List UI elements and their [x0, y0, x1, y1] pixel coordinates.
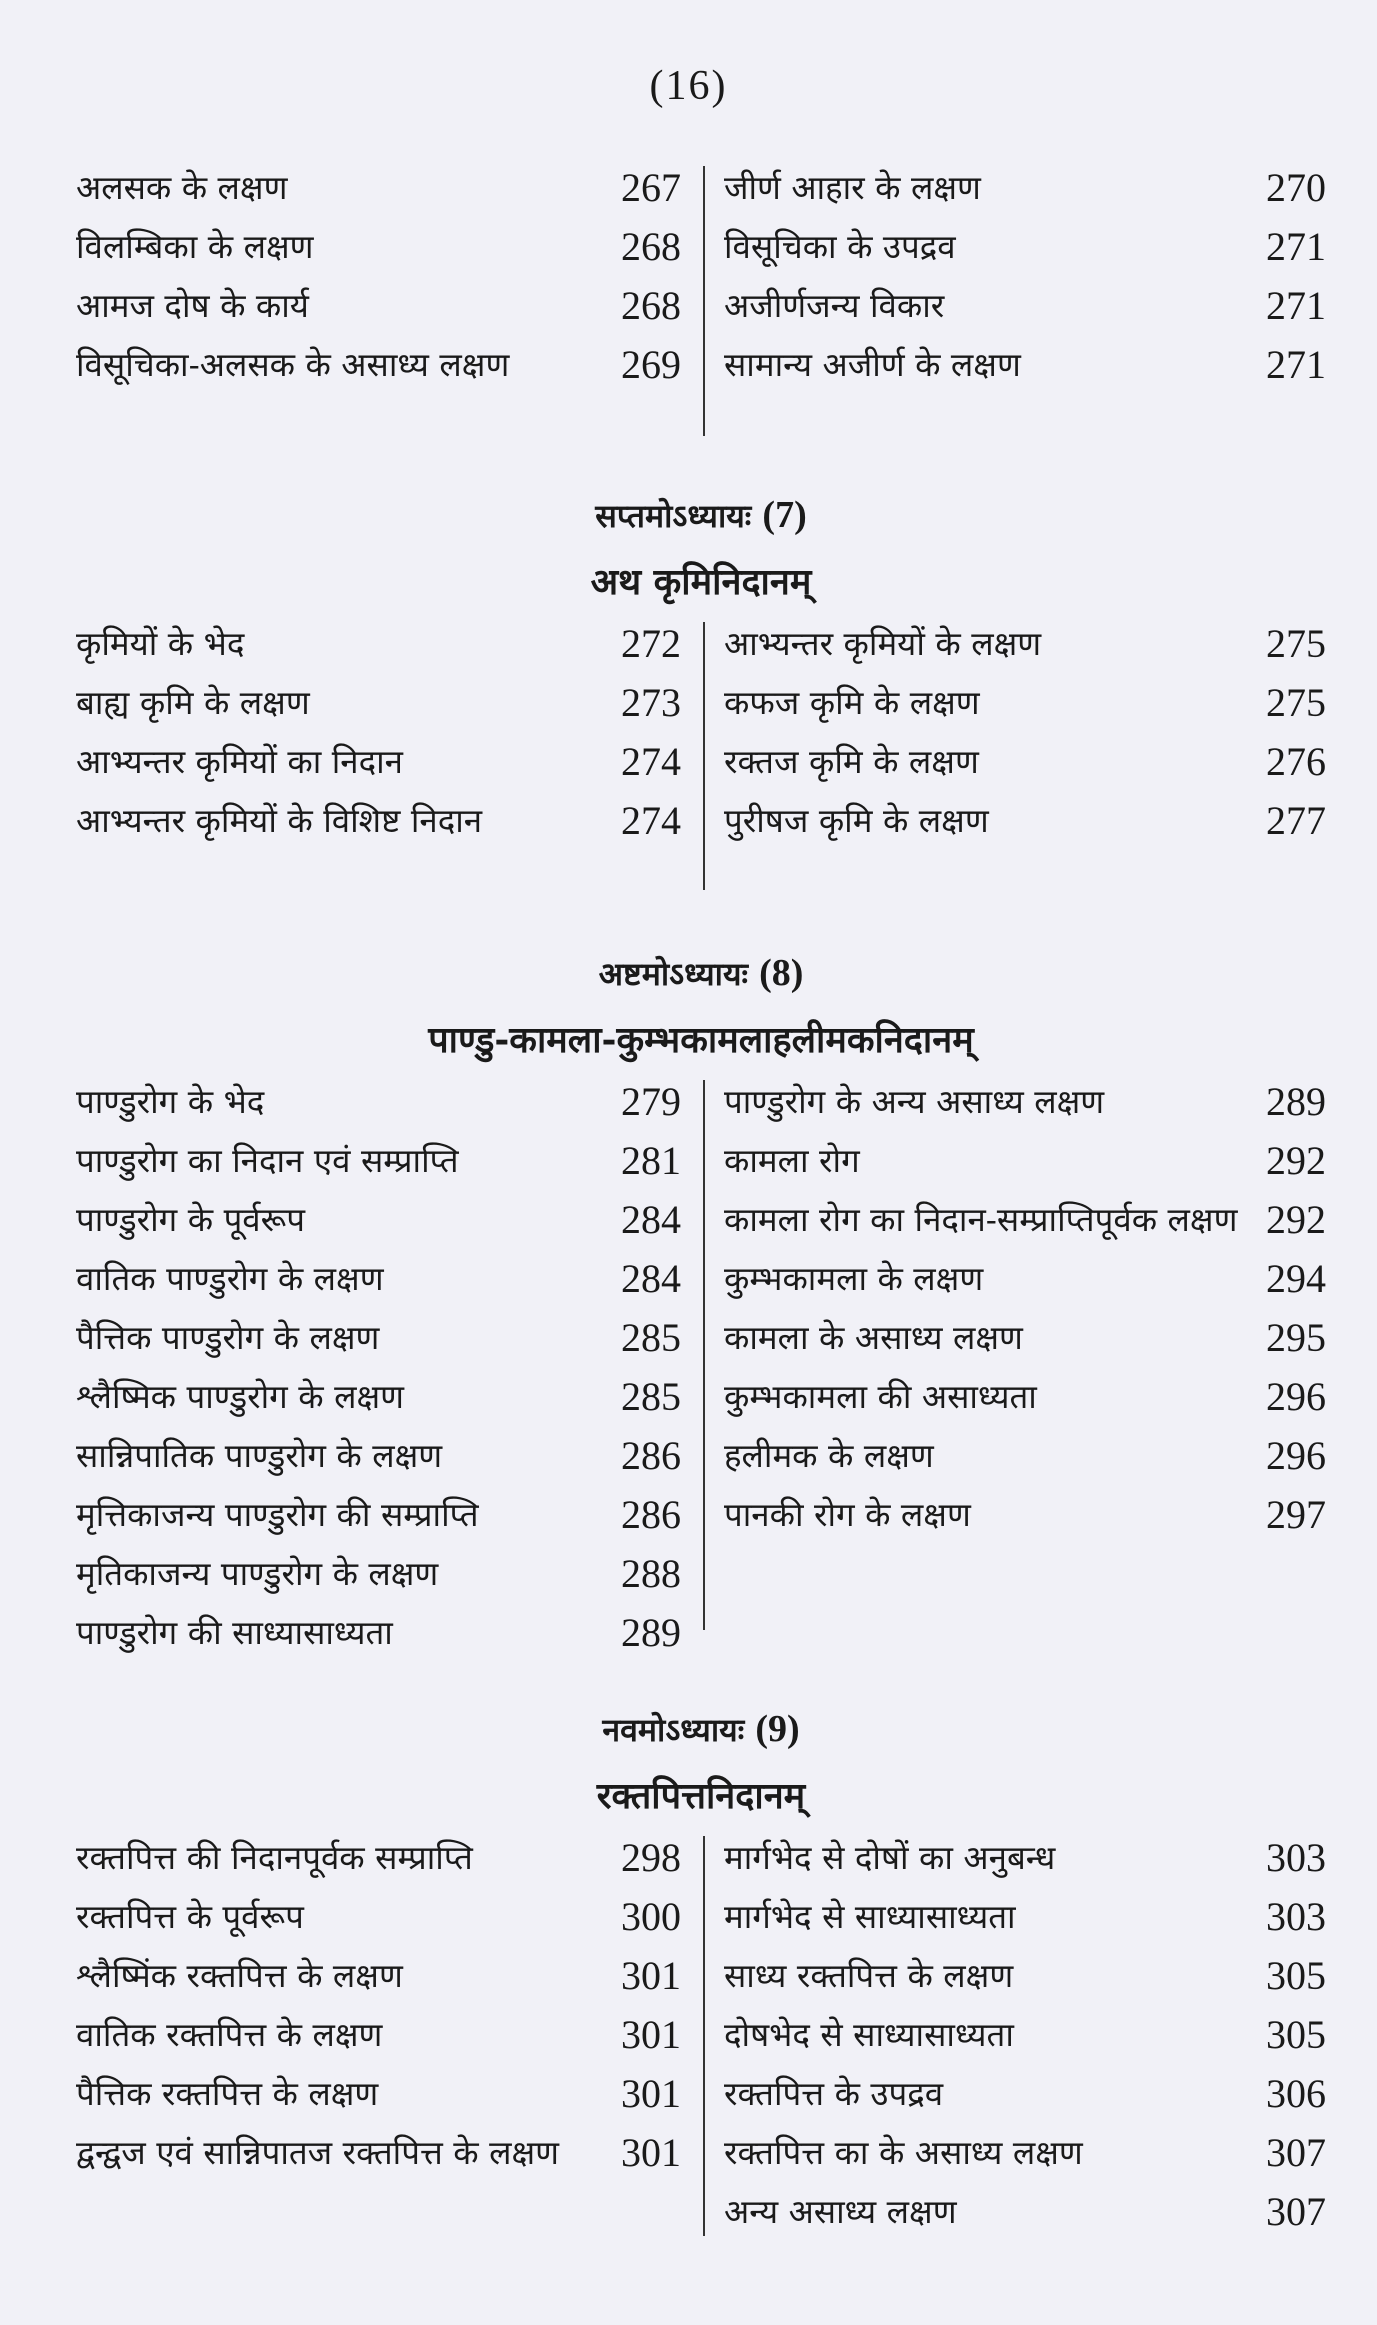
- toc-entry: [76, 1190, 681, 1249]
- column-divider: [703, 1836, 705, 2236]
- toc-entry-title: कामला रोग: [724, 1141, 860, 1180]
- toc-entry-title: रक्तपित्त की निदानपूर्वक सम्प्राप्ति: [76, 1838, 473, 1877]
- toc-entry: [724, 1485, 1326, 1544]
- column-divider: [703, 622, 705, 890]
- toc-entry-page: 271: [1266, 283, 1326, 328]
- toc-entry: [76, 1485, 681, 1544]
- toc-entry-title: आभ्यन्तर कृमियों के लक्षण: [724, 624, 1042, 663]
- chapter-7-right-column: [724, 614, 1326, 850]
- toc-entry-page: 297: [1266, 1492, 1326, 1537]
- toc-entry: [76, 1249, 681, 1308]
- toc-entry-page: 307: [1266, 2189, 1326, 2234]
- chapter-7-columns: [76, 614, 1326, 914]
- toc-entry: [76, 1946, 681, 2005]
- chapter-8-left-column: [76, 1072, 681, 1662]
- toc-entry-title: अन्य असाध्य लक्षण: [724, 2192, 957, 2231]
- toc-entry: [724, 2123, 1326, 2182]
- chapter-9-left-column: [76, 1828, 681, 2182]
- toc-entry: [724, 1308, 1326, 1367]
- toc-entry-title: कुम्भकामला की असाध्यता: [724, 1377, 1037, 1416]
- toc-entry: [724, 158, 1326, 217]
- toc-entry: [76, 1887, 681, 1946]
- toc-entry: [724, 2005, 1326, 2064]
- toc-entry: [724, 2064, 1326, 2123]
- toc-entry: [724, 673, 1326, 732]
- toc-entry-page: 301: [621, 2071, 681, 2116]
- toc-entry-title: सामान्य अजीर्ण के लक्षण: [724, 345, 1021, 384]
- toc-entry: [76, 1308, 681, 1367]
- toc-entry: [76, 158, 681, 217]
- toc-entry-page: 281: [621, 1138, 681, 1183]
- toc-entry: [724, 2182, 1326, 2241]
- toc-entry-page: 270: [1266, 165, 1326, 210]
- chapter-9: [76, 1694, 1326, 2248]
- toc-entry-title: सान्निपातिक पाण्डुरोग के लक्षण: [76, 1436, 443, 1475]
- toc-entry-page: 277: [1266, 798, 1326, 843]
- toc-entry-title: पैत्तिक रक्तपित्त के लक्षण: [76, 2074, 379, 2113]
- toc-entry: [76, 791, 681, 850]
- toc-entry-title: साध्य रक्तपित्त के लक्षण: [724, 1956, 1014, 1995]
- toc-entry-title: पाण्डुरोग का निदान एवं सम्प्राप्ति: [76, 1141, 459, 1180]
- toc-entry-page: 274: [621, 739, 681, 784]
- toc-entry: [76, 2123, 681, 2182]
- toc-entry-page: 267: [621, 165, 681, 210]
- toc-entry-page: 274: [621, 798, 681, 843]
- toc-entry-page: 272: [621, 621, 681, 666]
- intro-section: [76, 158, 1326, 460]
- toc-entry-page: 294: [1266, 1256, 1326, 1301]
- toc-entry-page: 301: [621, 2130, 681, 2175]
- toc-entry-page: 303: [1266, 1835, 1326, 1880]
- toc-entry-title: श्लैष्मिंक रक्तपित्त के लक्षण: [76, 1956, 403, 1995]
- toc-entry: [724, 1828, 1326, 1887]
- toc-entry-title: रक्तपित्त का के असाध्य लक्षण: [724, 2133, 1083, 2172]
- chapter-number-digit: (9): [755, 1708, 800, 1750]
- toc-entry-page: 292: [1266, 1138, 1326, 1183]
- toc-entry: [76, 673, 681, 732]
- toc-entry: [724, 335, 1326, 394]
- toc-entry-title: अजीर्णजन्य विकार: [724, 286, 945, 325]
- toc-entry-title: श्लैष्मिक पाण्डुरोग के लक्षण: [76, 1377, 404, 1416]
- intro-left-column: [76, 158, 681, 394]
- chapter-number: अष्टमोऽध्यायः: [598, 955, 748, 993]
- chapter-number: सप्तमोऽध्यायः: [595, 497, 752, 535]
- toc-entry-title: कुम्भकामला के लक्षण: [724, 1259, 984, 1298]
- toc-entry-title: रक्तज कृमि के लक्षण: [724, 742, 979, 781]
- toc-entry-page: 296: [1266, 1374, 1326, 1419]
- toc-entry: [76, 732, 681, 791]
- toc-entry: [76, 1367, 681, 1426]
- toc-entry-title: आमज दोष के कार्य: [76, 286, 309, 325]
- intro-right-column: [724, 158, 1326, 394]
- chapter-title: पाण्डु-कामला-कुम्भकामलाहलीमकनिदानम्: [428, 1019, 974, 1061]
- toc-entry: [724, 276, 1326, 335]
- chapter-title: अथ कृमिनिदानम्: [590, 561, 812, 603]
- toc-entry-page: 301: [621, 1953, 681, 1998]
- chapter-7: [76, 480, 1326, 914]
- toc-entry-page: 286: [621, 1492, 681, 1537]
- chapter-number-heading: [76, 938, 1326, 1008]
- toc-entry-title: विसूचिका के उपद्रव: [724, 227, 956, 266]
- toc-entry-title: मृतिकाजन्य पाण्डुरोग के लक्षण: [76, 1554, 439, 1593]
- chapter-number-heading: [76, 480, 1326, 550]
- toc-entry: [724, 1946, 1326, 2005]
- chapter-9-right-column: [724, 1828, 1326, 2241]
- toc-entry-page: 284: [621, 1197, 681, 1242]
- chapter-7-left-column: [76, 614, 681, 850]
- toc-entry-title: पाण्डुरोग के पूर्वरूप: [76, 1200, 306, 1239]
- toc-entry: [724, 614, 1326, 673]
- toc-entry: [76, 335, 681, 394]
- chapter-9-columns: [76, 1828, 1326, 2248]
- toc-entry-page: 273: [621, 680, 681, 725]
- toc-entry-page: 306: [1266, 2071, 1326, 2116]
- intro-columns: [76, 158, 1326, 460]
- toc-entry-page: 271: [1266, 342, 1326, 387]
- toc-entry-title: कामला के असाध्य लक्षण: [724, 1318, 1023, 1357]
- toc-entry: [724, 732, 1326, 791]
- toc-entry-page: 295: [1266, 1315, 1326, 1360]
- toc-entry-title: कामला रोग का निदान-सम्प्राप्तिपूर्वक लक्षण: [724, 1200, 1238, 1239]
- toc-entry: [76, 1828, 681, 1887]
- toc-entry-page: 285: [621, 1374, 681, 1419]
- toc-entry: [724, 1190, 1326, 1249]
- toc-entry-title: मार्गभेद से दोषों का अनुबन्ध: [724, 1838, 1056, 1877]
- chapter-8-columns: [76, 1072, 1326, 1672]
- toc-entry-title: दोषभेद से साध्यासाध्यता: [724, 2015, 1014, 2054]
- toc-entry-title: मृत्तिकाजन्य पाण्डुरोग की सम्प्राप्ति: [76, 1495, 479, 1534]
- toc-entry-title: पाण्डुरोग के अन्य असाध्य लक्षण: [724, 1082, 1105, 1121]
- toc-entry: [76, 2064, 681, 2123]
- toc-entry-title: विलम्बिका के लक्षण: [76, 227, 314, 266]
- toc-entry-page: 275: [1266, 621, 1326, 666]
- toc-entry: [76, 276, 681, 335]
- toc-entry: [724, 791, 1326, 850]
- toc-entry-page: 298: [621, 1835, 681, 1880]
- toc-entry-page: 285: [621, 1315, 681, 1360]
- toc-entry-page: 288: [621, 1551, 681, 1596]
- column-divider: [703, 1080, 705, 1630]
- chapter-number: नवमोऽध्यायः: [602, 1711, 745, 1749]
- toc-entry-title: पानकी रोग के लक्षण: [724, 1495, 971, 1534]
- toc-entry: [724, 217, 1326, 276]
- toc-entry-page: 276: [1266, 739, 1326, 784]
- toc-entry-title: पाण्डुरोग के भेद: [76, 1082, 265, 1121]
- toc-entry: [76, 1603, 681, 1662]
- toc-entry-title: विसूचिका-अलसक के असाध्य लक्षण: [76, 345, 510, 384]
- toc-entry-page: 296: [1266, 1433, 1326, 1478]
- toc-entry-title: आभ्यन्तर कृमियों के विशिष्ट निदान: [76, 801, 483, 840]
- toc-entry-title: हलीमक के लक्षण: [724, 1436, 934, 1475]
- toc-entry: [724, 1367, 1326, 1426]
- chapter-number-digit: (8): [759, 952, 804, 994]
- toc-entry-title: मार्गभेद से साध्यासाध्यता: [724, 1897, 1016, 1936]
- toc-entry-page: 271: [1266, 224, 1326, 269]
- toc-entry: [724, 1131, 1326, 1190]
- toc-entry-page: 268: [621, 224, 681, 269]
- toc-entry: [76, 1544, 681, 1603]
- page-number: (16): [649, 63, 728, 109]
- toc-entry-page: 268: [621, 283, 681, 328]
- toc-entry-title: कृमियों के भेद: [76, 624, 245, 663]
- toc-entry-page: 289: [1266, 1079, 1326, 1124]
- toc-entry-title: वातिक पाण्डुरोग के लक्षण: [76, 1259, 384, 1298]
- toc-entry-title: वातिक रक्तपित्त के लक्षण: [76, 2015, 383, 2054]
- toc-entry-title: बाह्य कृमि के लक्षण: [76, 683, 310, 722]
- toc-entry: [724, 1072, 1326, 1131]
- toc-entry-title: रक्तपित्त के पूर्वरूप: [76, 1897, 304, 1936]
- chapter-8-right-column: [724, 1072, 1326, 1544]
- toc-entry-page: 300: [621, 1894, 681, 1939]
- toc-entry: [724, 1426, 1326, 1485]
- chapter-8: [76, 938, 1326, 1672]
- toc-entry-title: पुरीषज कृमि के लक्षण: [724, 801, 989, 840]
- chapter-title: रक्तपित्तनिदानम्: [596, 1775, 806, 1817]
- toc-entry-page: 279: [621, 1079, 681, 1124]
- toc-entry-page: 303: [1266, 1894, 1326, 1939]
- toc-entry-page: 305: [1266, 1953, 1326, 1998]
- toc-entry-title: जीर्ण आहार के लक्षण: [724, 168, 981, 207]
- toc-entry-title: पैत्तिक पाण्डुरोग के लक्षण: [76, 1318, 380, 1357]
- toc-entry-page: 301: [621, 2012, 681, 2057]
- toc-entry-page: 289: [621, 1610, 681, 1655]
- toc-entry-page: 305: [1266, 2012, 1326, 2057]
- toc-entry-title: आभ्यन्तर कृमियों का निदान: [76, 742, 403, 781]
- toc-entry-page: 292: [1266, 1197, 1326, 1242]
- toc-entry-page: 307: [1266, 2130, 1326, 2175]
- toc-entry: [76, 614, 681, 673]
- toc-entry: [76, 217, 681, 276]
- toc-entry-title: पाण्डुरोग की साध्यासाध्यता: [76, 1613, 393, 1652]
- toc-entry: [76, 1131, 681, 1190]
- toc-entry-page: 275: [1266, 680, 1326, 725]
- column-divider: [703, 166, 705, 436]
- toc-entry-page: 269: [621, 342, 681, 387]
- toc-entry: [724, 1887, 1326, 1946]
- toc-entry-title: अलसक के लक्षण: [76, 168, 288, 207]
- toc-entry-page: 284: [621, 1256, 681, 1301]
- toc-entry: [76, 2005, 681, 2064]
- toc-entry: [724, 1249, 1326, 1308]
- toc-entry: [76, 1072, 681, 1131]
- chapter-number-heading: [76, 1694, 1326, 1764]
- toc-entry-title: कफज कृमि के लक्षण: [724, 683, 980, 722]
- toc-entry: [76, 1426, 681, 1485]
- toc-entry-title: रक्तपित्त के उपद्रव: [724, 2074, 944, 2113]
- chapter-number-digit: (7): [762, 494, 807, 536]
- toc-entry-title: द्वन्द्वज एवं सान्निपातज रक्तपित्त के लक्षण: [76, 2133, 559, 2172]
- toc-entry-page: 286: [621, 1433, 681, 1478]
